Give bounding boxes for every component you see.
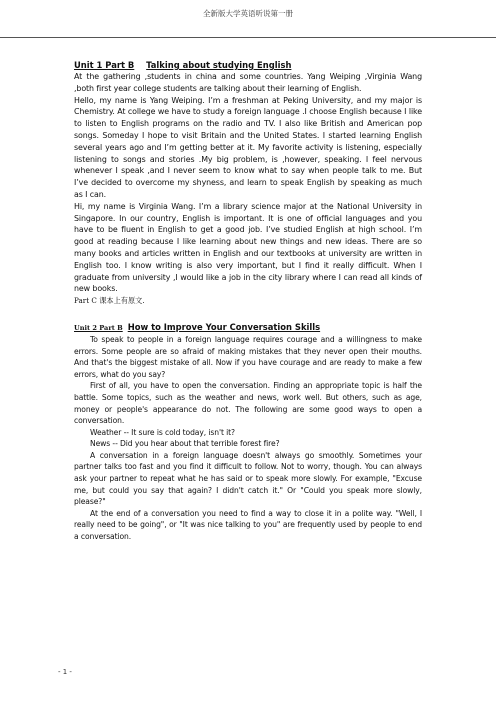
unit2-heading-unit: Unit 2 Part B (74, 323, 123, 332)
unit2-example-news: News -- Did you hear about that terrible forest fire? (90, 439, 280, 449)
unit1-intro-paragraph: At the gathering ,students in china and some countries. Yang Weiping ,Virginia Wang ,both first year college students are talking about their learning of English. (74, 72, 422, 93)
unit1-heading (74, 59, 422, 71)
unit2-paragraph: To speak to people in a foreign language requires courage and a willingness to make errors. Some people are so afraid of making mistakes that they never open their mouths. And that's the biggest mistake of all. Now if you have courage and are ready to make a few errors, what do you say? (74, 334, 422, 379)
unit1-paragraph-yang: Hello, my name is Yang Weiping. I’m a freshman at Peking University, and my major is Chemistry. At college we have to study a foreign language .I choose English because I like to listen to English programs on the radio and TV. I also like British and American pop songs. Someday I hope to visit Britain and the United States. I started learning English several years ago and I’m getting better at it. My favorite activity is listening, especially listening to songs and stories .My big problem, is ,however, speaking. I feel nervous whenever I speak ,and I never seem to know what to say when people talk to me. But I’ve decided to overcome my shyness, and learn to speak English by speaking as much as I can. (74, 95, 422, 199)
part-c-note: Part C 课本上有原文. (74, 296, 145, 306)
unit2-paragraph: At the end of a conversation you need to find a way to close it in a polite way. "Well, I really need to be going", or "It was nice talking to you" are frequently used by people to end a conversation. (74, 508, 422, 542)
unit1-paragraph-virginia: Hi, my name is Virginia Wang. I’m a library science major at the National University in Singapore. In our country, English is important. It is one of official languages and you have to be fluent in English to get a good job. I’ve studied English at high school. I’m good at reading because I like learning about new things and new ideas. There are so many books and articles written in English and our textbooks at university are written in English too. I know writing is also very important, but I find it really difficult. When I graduate from university ,I would like a job in the city library where I can read all kinds of new books. (74, 201, 422, 294)
unit1-heading-unit: Unit 1 Part B (74, 60, 135, 70)
unit2-paragraph: First of all, you have to open the conversation. Finding an appropriate topic is half the battle. Some topics, such as the weather and news, work well. But others, such as age, money or people's appearance do not. The following are some good ways to open a conversation. (74, 381, 422, 426)
page-header (0, 0, 496, 38)
document-body (74, 59, 422, 543)
unit2-heading (74, 321, 422, 334)
unit1-heading-title: Talking about studying English (146, 60, 292, 70)
unit2-heading-title: How to Improve Your Conversation Skills (127, 321, 321, 332)
unit2-example-weather: Weather -- It sure is cold today, isn't it? (90, 427, 235, 437)
header-title: 全新版大学英语听说第一册 (203, 9, 293, 18)
unit2-paragraph: A conversation in a foreign language doesn't always go smoothly. Sometimes your partner talks too fast and you find it difficult to follow. Not to worry, though. You can always ask your partner to repeat what he has said or to speak more slowly. For example, "Excuse me, but could you say that again? I didn't catch it." Or "Could you speak more slowly, please?" (74, 450, 422, 507)
page-number: - 1 - (58, 668, 72, 676)
